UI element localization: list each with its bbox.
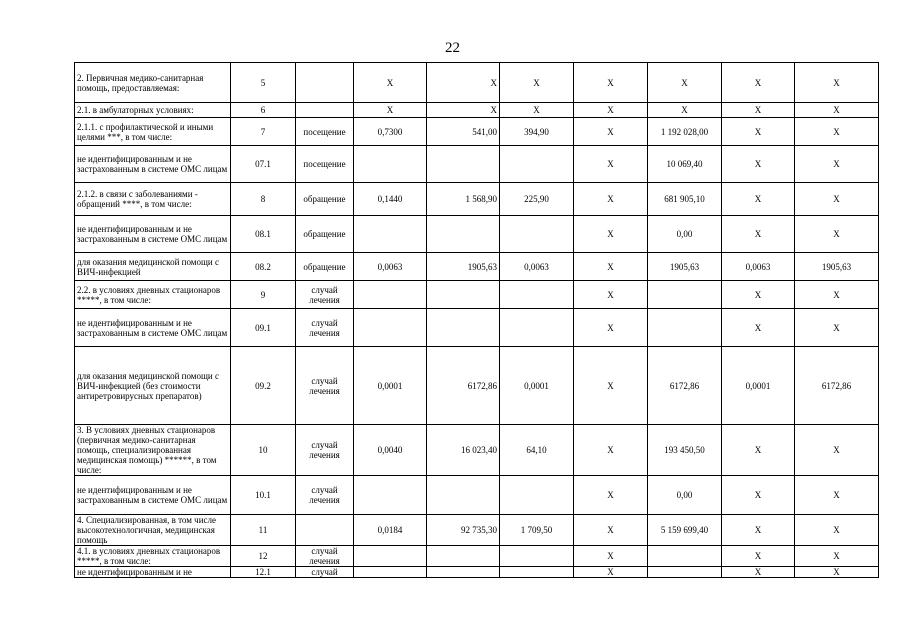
table-row: [75, 146, 879, 183]
row-unit: [296, 103, 354, 118]
row-cost: [427, 281, 500, 309]
row-budget-per-capita: X: [574, 347, 648, 425]
row-name: 2.1. в амбулаторных условиях:: [75, 103, 231, 118]
row-oms-total: X: [795, 146, 879, 183]
row-oms-per-capita: 1 192 028,00: [648, 118, 722, 146]
row-name: для оказания медицинской помощи с ВИЧ-инфекцией (без стоимости антиретровирусных препаратов): [75, 347, 231, 425]
row-per-capita: X: [500, 103, 574, 118]
row-oms-per-capita: [648, 567, 722, 578]
row-budget-total: X: [722, 146, 795, 183]
row-unit: случай лечения: [296, 546, 354, 567]
row-cost: [427, 567, 500, 578]
row-oms-total: X: [795, 309, 879, 347]
row-norm: [354, 476, 427, 515]
table-row: [75, 309, 879, 347]
row-norm: 0,1440: [354, 183, 427, 216]
row-per-capita: [500, 476, 574, 515]
row-norm: 0,0184: [354, 515, 427, 546]
row-oms-total: X: [795, 567, 879, 578]
row-budget-total: X: [722, 309, 795, 347]
row-unit: случай лечения: [296, 281, 354, 309]
row-number: 09.2: [231, 347, 296, 425]
row-norm: 0,0063: [354, 253, 427, 281]
row-oms-total: X: [795, 515, 879, 546]
row-oms-total: 6172,86: [795, 347, 879, 425]
row-number: 10.1: [231, 476, 296, 515]
row-per-capita: [500, 281, 574, 309]
table-row: [75, 476, 879, 515]
row-budget-per-capita: X: [574, 253, 648, 281]
row-per-capita: 0,0063: [500, 253, 574, 281]
row-cost: [427, 146, 500, 183]
row-unit: случай лечения: [296, 476, 354, 515]
row-cost: 541,00: [427, 118, 500, 146]
table-row: [75, 515, 879, 546]
row-number: 6: [231, 103, 296, 118]
row-oms-per-capita: 6172,86: [648, 347, 722, 425]
table-row: [75, 103, 879, 118]
row-number: 11: [231, 515, 296, 546]
row-norm: X: [354, 103, 427, 118]
row-name: не идентифицированным и не застрахованным в системе ОМС лицам: [75, 476, 231, 515]
row-per-capita: [500, 546, 574, 567]
row-budget-total: X: [722, 63, 795, 103]
row-budget-total: 0,0001: [722, 347, 795, 425]
row-number: 08.1: [231, 216, 296, 253]
row-unit: случай лечения: [296, 425, 354, 476]
row-oms-total: X: [795, 118, 879, 146]
row-per-capita: [500, 567, 574, 578]
row-norm: 0,0040: [354, 425, 427, 476]
row-budget-per-capita: X: [574, 546, 648, 567]
row-oms-per-capita: [648, 309, 722, 347]
row-oms-total: X: [795, 476, 879, 515]
row-name: не идентифицированным и не застрахованным в системе ОМС лицам: [75, 216, 231, 253]
row-oms-total: X: [795, 216, 879, 253]
row-cost: X: [427, 103, 500, 118]
row-budget-total: X: [722, 546, 795, 567]
row-number: 12: [231, 546, 296, 567]
row-budget-total: 0,0063: [722, 253, 795, 281]
row-norm: [354, 546, 427, 567]
row-budget-per-capita: X: [574, 281, 648, 309]
row-norm: 0,7300: [354, 118, 427, 146]
row-cost: 6172,86: [427, 347, 500, 425]
row-cost: [427, 546, 500, 567]
row-number: 08.2: [231, 253, 296, 281]
row-unit: обращение: [296, 183, 354, 216]
row-per-capita: 394,90: [500, 118, 574, 146]
row-budget-per-capita: X: [574, 103, 648, 118]
row-budget-total: X: [722, 567, 795, 578]
row-norm: [354, 216, 427, 253]
row-budget-per-capita: X: [574, 309, 648, 347]
row-budget-total: X: [722, 216, 795, 253]
row-oms-total: X: [795, 425, 879, 476]
page-number: 22: [445, 40, 460, 56]
row-oms-per-capita: 0,00: [648, 216, 722, 253]
row-cost: X: [427, 63, 500, 103]
row-name: 2.1.1. с профилактической и иными целями ***, в том числе:: [75, 118, 231, 146]
row-cost: 92 735,30: [427, 515, 500, 546]
row-cost: 1 568,90: [427, 183, 500, 216]
data-table: [74, 62, 879, 578]
row-norm: [354, 146, 427, 183]
row-per-capita: 225,90: [500, 183, 574, 216]
row-oms-total: X: [795, 281, 879, 309]
row-budget-per-capita: X: [574, 216, 648, 253]
table-row: [75, 183, 879, 216]
row-name: 4.1. в условиях дневных стационаров *****, в том числе:: [75, 546, 231, 567]
row-budget-total: X: [722, 103, 795, 118]
row-budget-total: X: [722, 476, 795, 515]
row-name: 2. Первичная медико-санитарная помощь, предоставляемая:: [75, 63, 231, 103]
row-number: 5: [231, 63, 296, 103]
table-body: [75, 63, 879, 578]
row-budget-per-capita: X: [574, 567, 648, 578]
row-norm: [354, 281, 427, 309]
row-unit: посещение: [296, 146, 354, 183]
row-unit: случай: [296, 567, 354, 578]
row-number: 8: [231, 183, 296, 216]
row-unit: посещение: [296, 118, 354, 146]
row-unit: случай лечения: [296, 309, 354, 347]
table-row: [75, 347, 879, 425]
row-cost: 1905,63: [427, 253, 500, 281]
table-row: [75, 253, 879, 281]
row-name: 2.2. в условиях дневных стационаров *****, в том числе:: [75, 281, 231, 309]
row-oms-total: 1905,63: [795, 253, 879, 281]
row-name: не идентифицированным и не: [75, 567, 231, 578]
row-oms-per-capita: [648, 546, 722, 567]
row-cost: [427, 216, 500, 253]
row-budget-per-capita: X: [574, 63, 648, 103]
row-norm: X: [354, 63, 427, 103]
row-oms-total: X: [795, 63, 879, 103]
row-oms-per-capita: 5 159 699,40: [648, 515, 722, 546]
row-oms-per-capita: X: [648, 63, 722, 103]
row-name: не идентифицированным и не застрахованным в системе ОМС лицам: [75, 146, 231, 183]
row-per-capita: 1 709,50: [500, 515, 574, 546]
row-per-capita: [500, 216, 574, 253]
row-budget-total: X: [722, 281, 795, 309]
row-unit: обращение: [296, 253, 354, 281]
table-row: [75, 425, 879, 476]
row-budget-total: X: [722, 515, 795, 546]
row-unit: [296, 515, 354, 546]
table-row: [75, 118, 879, 146]
table-row: [75, 567, 879, 578]
row-name: для оказания медицинской помощи с ВИЧ-инфекцией: [75, 253, 231, 281]
row-unit: обращение: [296, 216, 354, 253]
row-per-capita: [500, 146, 574, 183]
row-oms-per-capita: 681 905,10: [648, 183, 722, 216]
row-budget-total: X: [722, 425, 795, 476]
row-cost: 16 023,40: [427, 425, 500, 476]
table-row: [75, 63, 879, 103]
row-oms-per-capita: 0,00: [648, 476, 722, 515]
row-oms-per-capita: 1905,63: [648, 253, 722, 281]
row-oms-total: X: [795, 183, 879, 216]
row-oms-per-capita: [648, 281, 722, 309]
row-cost: [427, 476, 500, 515]
row-number: 12.1: [231, 567, 296, 578]
row-name: не идентифицированным и не застрахованным в системе ОМС лицам: [75, 309, 231, 347]
row-budget-total: X: [722, 183, 795, 216]
row-number: 07.1: [231, 146, 296, 183]
table-row: [75, 216, 879, 253]
row-norm: [354, 567, 427, 578]
row-per-capita: X: [500, 63, 574, 103]
row-budget-per-capita: X: [574, 515, 648, 546]
row-oms-per-capita: 193 450,50: [648, 425, 722, 476]
row-oms-total: X: [795, 546, 879, 567]
row-budget-per-capita: X: [574, 118, 648, 146]
row-per-capita: 0,0001: [500, 347, 574, 425]
row-cost: [427, 309, 500, 347]
row-budget-per-capita: X: [574, 146, 648, 183]
row-number: 10: [231, 425, 296, 476]
row-name: 3. В условиях дневных стационаров (первичная медико-санитарная помощь, специализированная медицинская помощь) ******, в том числе:: [75, 425, 231, 476]
row-budget-per-capita: X: [574, 476, 648, 515]
table-row: [75, 281, 879, 309]
row-budget-total: X: [722, 118, 795, 146]
row-oms-per-capita: 10 069,40: [648, 146, 722, 183]
row-unit: случай лечения: [296, 347, 354, 425]
row-name: 2.1.2. в связи с заболеваниями - обращений ****, в том числе:: [75, 183, 231, 216]
row-unit: [296, 63, 354, 103]
row-norm: 0,0001: [354, 347, 427, 425]
row-per-capita: [500, 309, 574, 347]
row-norm: [354, 309, 427, 347]
row-oms-total: X: [795, 103, 879, 118]
row-per-capita: 64,10: [500, 425, 574, 476]
row-name: 4. Специализированная, в том числе высокотехнологичная, медицинская помощь: [75, 515, 231, 546]
table-row: [75, 546, 879, 567]
row-number: 9: [231, 281, 296, 309]
row-oms-per-capita: X: [648, 103, 722, 118]
row-number: 7: [231, 118, 296, 146]
row-number: 09.1: [231, 309, 296, 347]
row-budget-per-capita: X: [574, 425, 648, 476]
row-budget-per-capita: X: [574, 183, 648, 216]
